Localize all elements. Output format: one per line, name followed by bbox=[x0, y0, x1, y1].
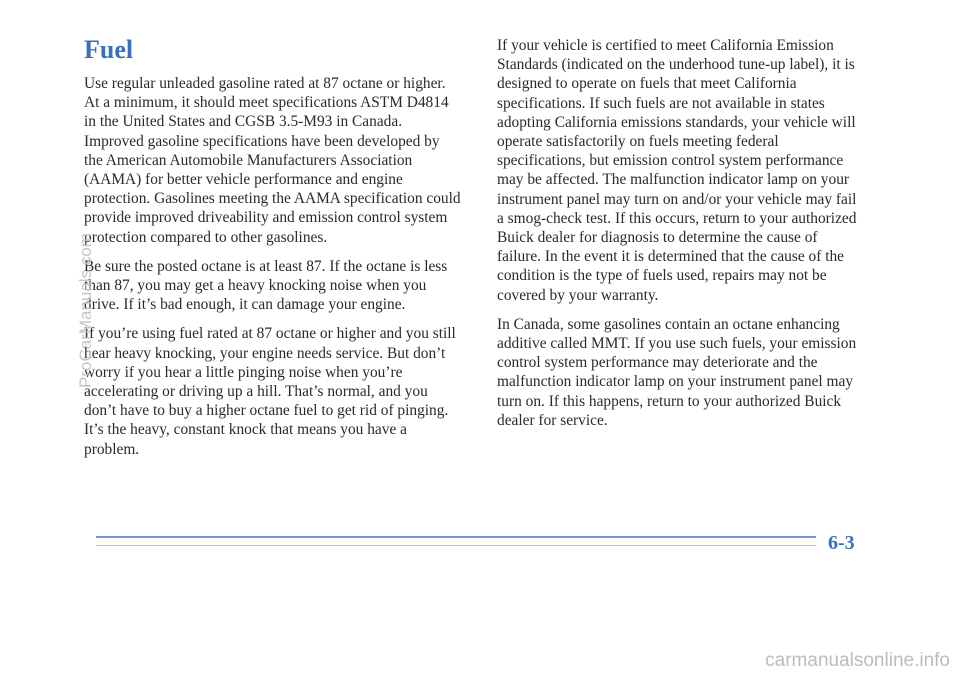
section-title: Fuel bbox=[84, 35, 134, 64]
side-watermark-text: ProCarManuals.com bbox=[76, 233, 95, 388]
right-column bbox=[497, 36, 857, 440]
paragraph-canada-mmt: In Canada, some gasolines contain an octane enhancing additive called MMT. If you use such fuels, your emission control system performance may deteriorate and the malfunction indicator lamp on your instrument panel may turn on. If this happens, return to your authorized Buick dealer for service. bbox=[497, 315, 857, 429]
left-column bbox=[84, 36, 462, 469]
side-watermark bbox=[58, 160, 95, 390]
footer-watermark[interactable]: carmanualsonline.info bbox=[765, 650, 950, 671]
footer-rule-thin bbox=[96, 545, 816, 546]
page-number: 6-3 bbox=[828, 532, 855, 554]
footer-rule bbox=[96, 536, 816, 538]
paragraph-fuel-spec: Use regular unleaded gasoline rated at 87 octane or higher. At a minimum, it should meet specifications ASTM D4814 in the United States and CGSB 3.5-M93 in Canada. Improved gasoline specifications have been developed by the American Automobile Manufacturers Association (AAMA) for better vehicle performance and engine protection. Gasolines meeting the AAMA specification could provide improved driveability and emission control system protection compared to other gasolines. bbox=[84, 75, 461, 246]
paragraph-knocking: If you’re using fuel rated at 87 octane or higher and you still hear heavy knocking, your engine needs service. But don’t worry if you hear a little pinging noise when you’re accelerating or driving up a hill. That’s normal, and you don’t have to buy a higher octane fuel to get rid of pinging. It’s the heavy, constant knock that means you have a problem. bbox=[84, 325, 456, 458]
paragraph-california-emission: If your vehicle is certified to meet California Emission Standards (indicated on the underhood tune-up label), it is designed to operate on fuels that meet California specifications. If such fuels are not available in states adopting California emissions standards, your vehicle will operate satisfactorily on fuels meeting federal specifications, but emission control system performance may be affected. The malfunction indicator lamp on your instrument panel may turn on and/or your vehicle may fail a smog-check test. If this occurs, return to your authorized Buick dealer for diagnosis to determine the cause of failure. In the event it is determined that the cause of the condition is the type of fuels used, repairs may not be covered by your warranty. bbox=[497, 37, 857, 304]
paragraph-octane-check: Be sure the posted octane is at least 87. If the octane is less than 87, you may get a heavy knocking noise when you drive. If it’s bad enough, it can damage your engine. bbox=[84, 257, 448, 314]
